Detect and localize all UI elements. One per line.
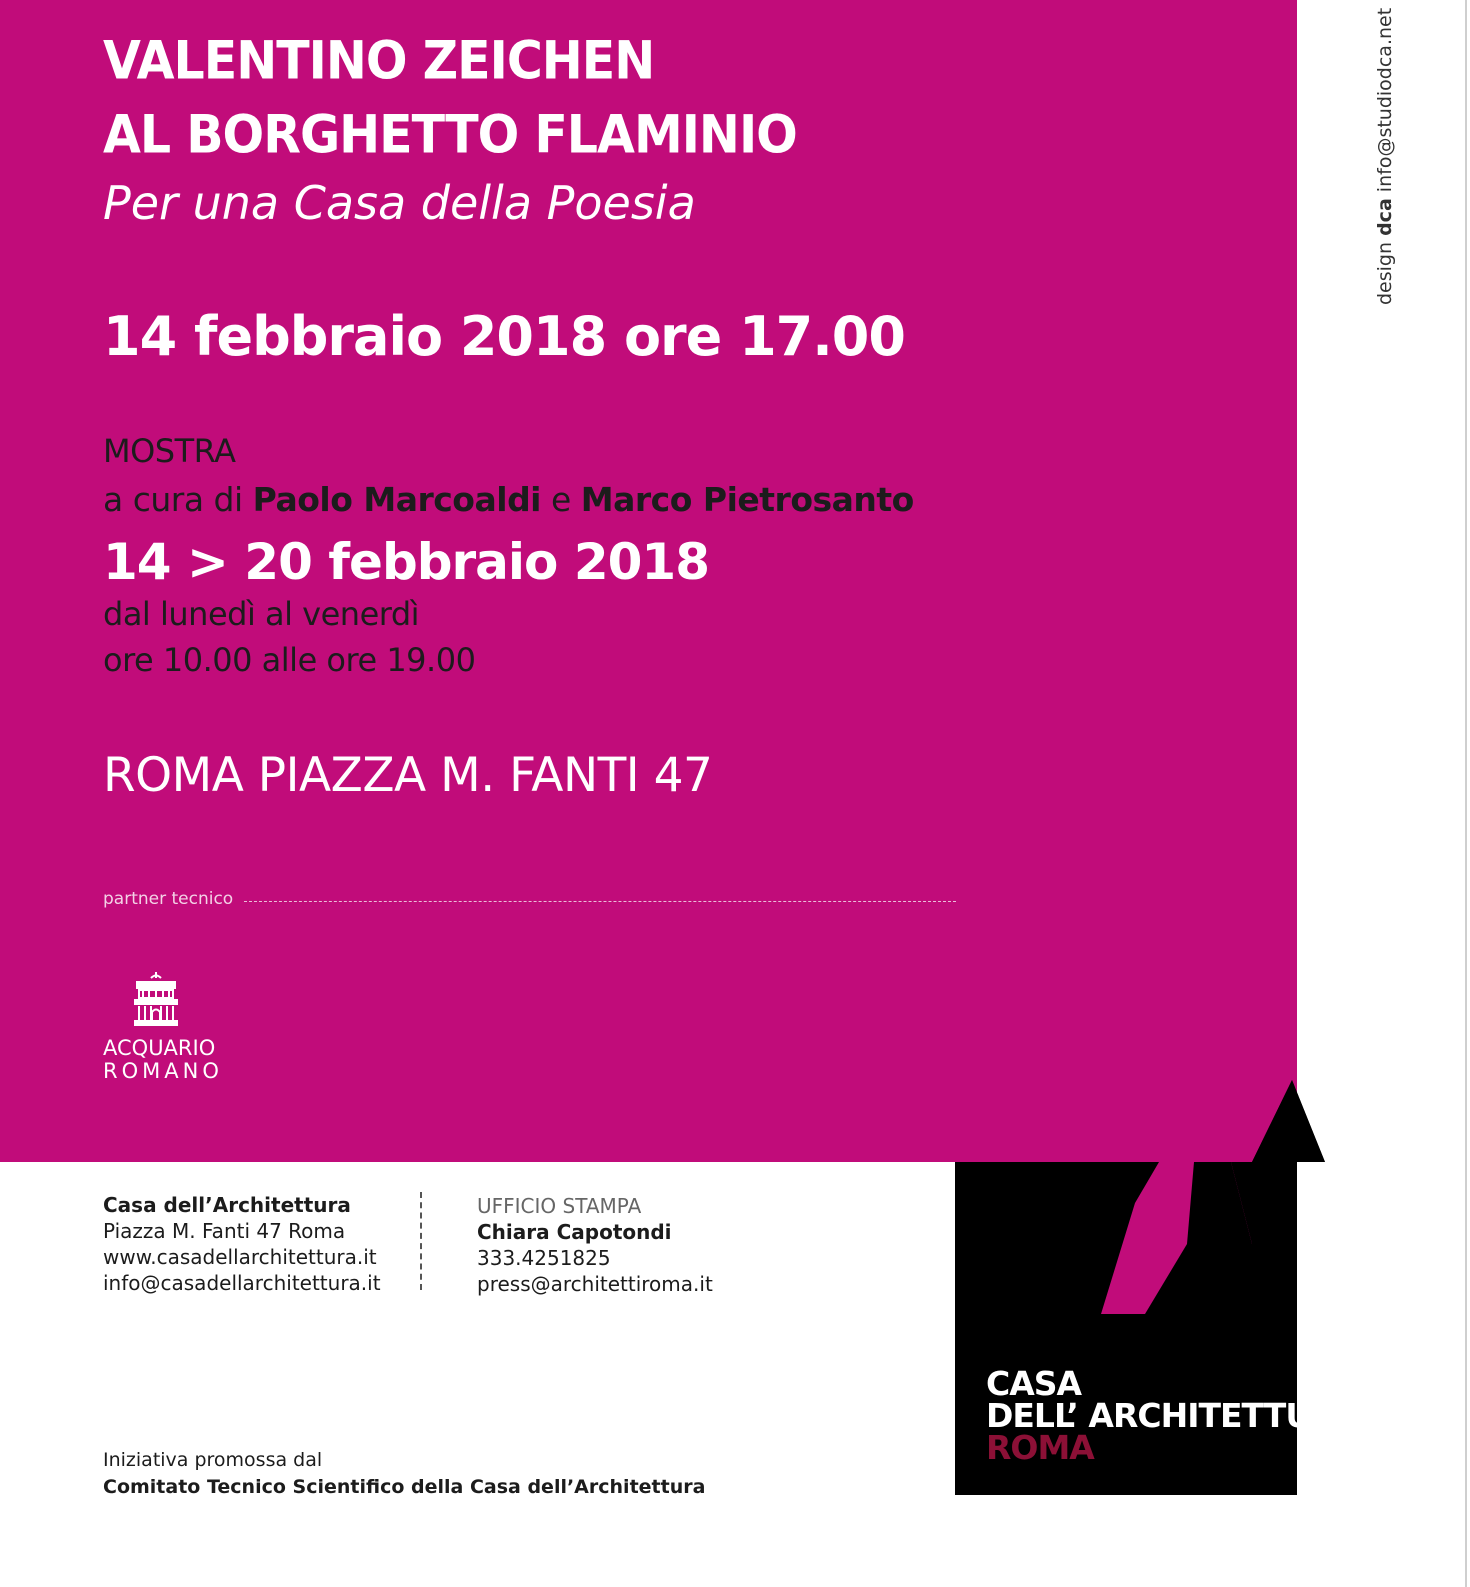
- curated-prefix: a cura di: [103, 480, 253, 519]
- design-credit: [1374, 8, 1396, 305]
- exhibition-label: MOSTRA: [103, 432, 236, 470]
- exhibition-dates: 14 > 20 febbraio 2018: [103, 533, 709, 591]
- curator-1: Paolo Marcoaldi: [252, 480, 541, 519]
- acquario-building-icon: [133, 970, 179, 1030]
- press-email[interactable]: press@architettiroma.it: [477, 1272, 713, 1296]
- logo-text-line-2: DELL’ ARCHITETTURA: [986, 1396, 1361, 1435]
- press-label: UFFICIO STAMPA: [477, 1194, 642, 1218]
- credit-email: info@studiodca.net: [1374, 7, 1396, 199]
- venue-address: ROMA PIAZZA M. FANTI 47: [103, 748, 713, 803]
- page-edge-line: [1465, 0, 1467, 1587]
- curator-2: Marco Pietrosanto: [580, 480, 914, 519]
- event-date: 14 febbraio 2018 ore 17.00: [103, 305, 905, 368]
- partner-logo-line-2: ROMANO: [103, 1059, 223, 1083]
- org-website[interactable]: www.casadellarchitettura.it: [103, 1245, 377, 1269]
- curators-line: [103, 480, 914, 519]
- org-email[interactable]: info@casadellarchitettura.it: [103, 1271, 381, 1295]
- initiative-line-1: Iniziativa promossa dal: [103, 1449, 323, 1471]
- press-contact-name: Chiara Capotondi: [477, 1220, 672, 1244]
- logo-text-line-1: CASA: [986, 1364, 1082, 1403]
- partner-logo-line-1: ACQUARIO: [103, 1036, 216, 1060]
- opening-days: dal lunedì al venerdì: [103, 595, 420, 633]
- partner-divider: [244, 901, 956, 902]
- contacts-divider: [420, 1192, 422, 1290]
- curator-join: e: [541, 480, 581, 519]
- subtitle: Per una Casa della Poesia: [103, 176, 696, 230]
- press-phone: 333.4251825: [477, 1246, 611, 1270]
- opening-hours: ore 10.00 alle ore 19.00: [103, 641, 476, 679]
- org-name: Casa dell’Architettura: [103, 1193, 351, 1217]
- title-line-1: VALENTINO ZEICHEN: [103, 30, 655, 92]
- logo-text-line-3: ROMA: [986, 1428, 1094, 1467]
- org-address: Piazza M. Fanti 47 Roma: [103, 1219, 346, 1243]
- title-line-2: AL BORGHETTO FLAMINIO: [103, 104, 797, 166]
- credit-prefix: design: [1374, 235, 1396, 305]
- partner-label: partner tecnico: [103, 889, 234, 909]
- initiative-line-2: Comitato Tecnico Scientifico della Casa dell’Architettura: [103, 1476, 706, 1498]
- credit-studio: dca: [1374, 198, 1396, 236]
